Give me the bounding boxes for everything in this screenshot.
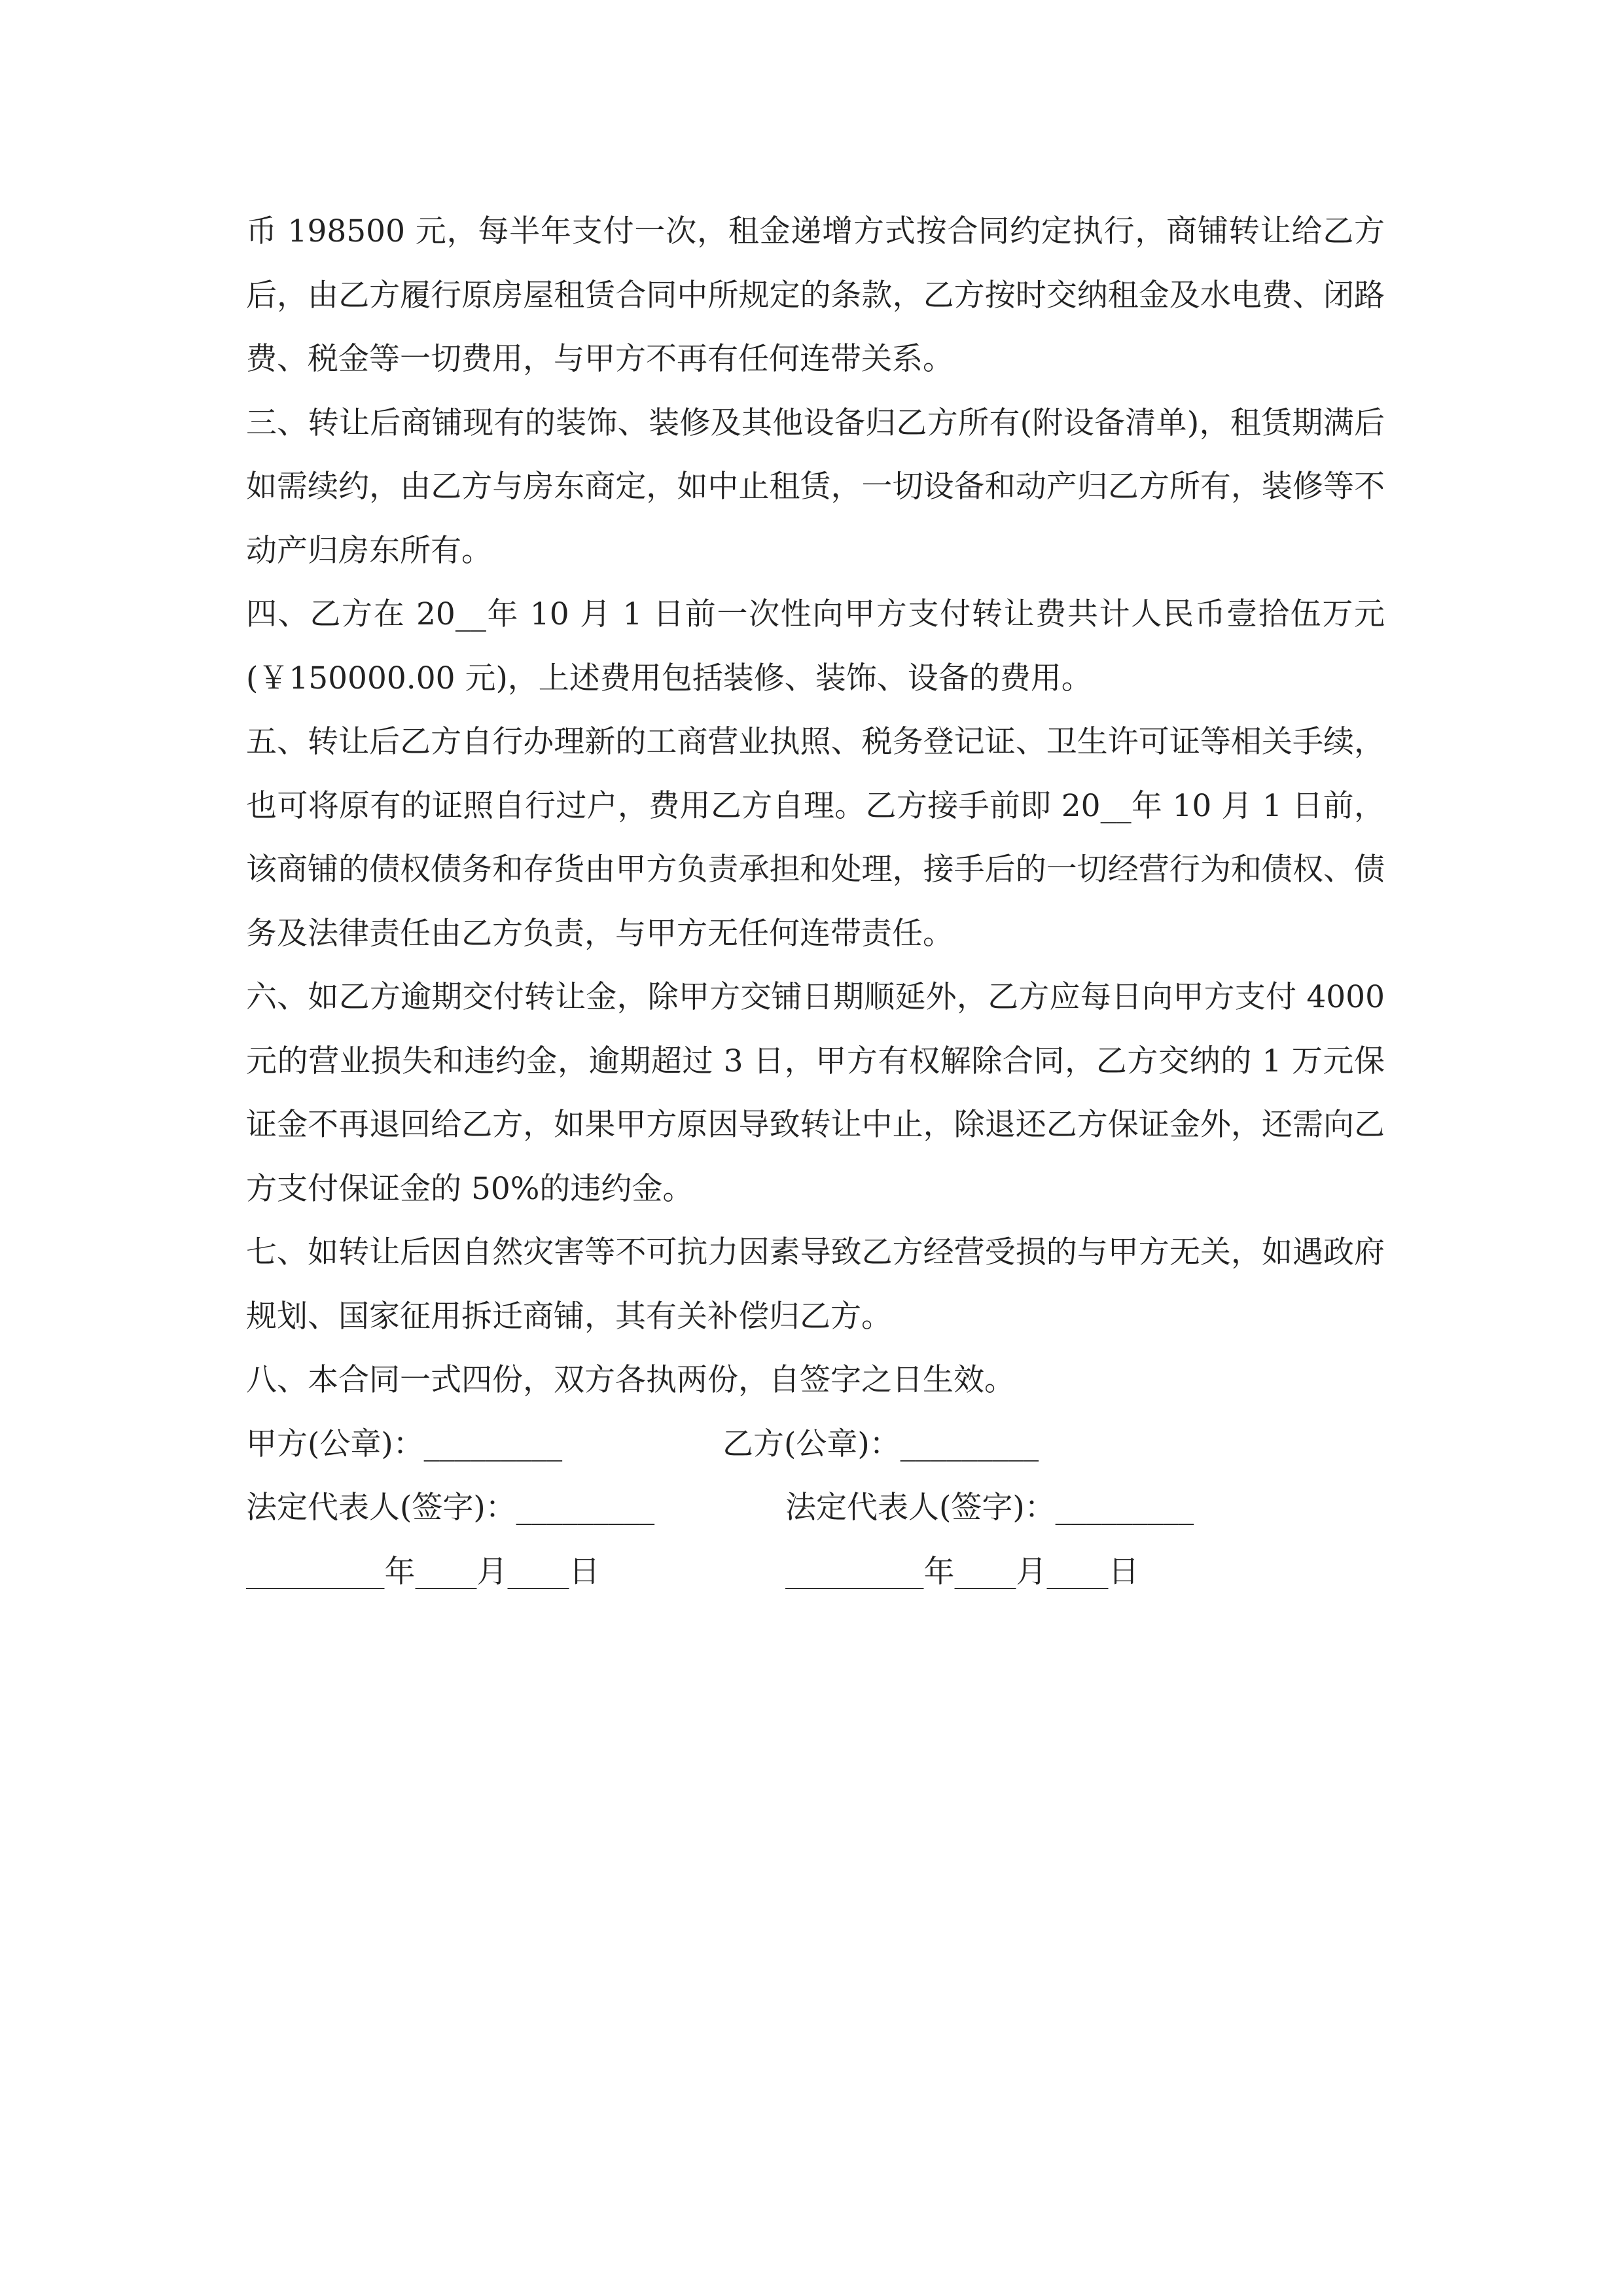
clause-eight-copies: 八、本合同一式四份，双方各执两份，自签字之日生效。 <box>246 1362 1015 1398</box>
clause-three-equipment: 三、转让后商铺现有的装饰、装修及其他设备归乙方所有(附设备清单)，租赁期满后如需续约，由乙方与房东商定，如中止租赁，一切设备和动产归乙方所有，装修等不动产归房东所有。 <box>246 404 1385 569</box>
contract-body <box>246 200 1385 1604</box>
party-a-date-line: _________年____月____日 <box>246 1553 600 1590</box>
clause-four-transfer-fee: 四、乙方在 20__年 10 月 1 日前一次性向甲方支付转让费共计人民币壹拾伍万元(￥150000.00 元)，上述费用包括装修、装饰、设备的费用。 <box>246 596 1385 696</box>
clause-five-licenses: 五、转让后乙方自行办理新的工商营业执照、税务登记证、卫生许可证等相关手续，也可将原有的证照自行过户，费用乙方自理。乙方接手前即 20__年 10 月 1 日前，该商铺的债权债务和存货由甲方负责承担和处理，接手后的一切经营行为和债权、债务及法律责任由乙方负责，与甲方无任何连带责任。 <box>246 724 1385 952</box>
signature-rep-row <box>246 1476 1385 1540</box>
party-a-rep-line: 法定代表人(签字)：_________ <box>246 1490 655 1526</box>
party-b-seal-line: 乙方(公章)：_________ <box>722 1426 1039 1462</box>
party-b-date-line: _________年____月____日 <box>785 1553 1139 1590</box>
clause-six-penalty: 六、如乙方逾期交付转让金，除甲方交铺日期顺延外，乙方应每日向甲方支付 4000 元的营业损失和违约金，逾期超过 3 日，甲方有权解除合同，乙方交纳的 1 万元保证金不再退回给乙方，如果甲方原因导致转让中止，除退还乙方保证金外，还需向乙方支付保证金的 50%的违约金。 <box>246 979 1385 1207</box>
signature-seal-row <box>246 1412 1385 1477</box>
clause-seven-force-majeure: 七、如转让后因自然灾害等不可抗力因素导致乙方经营受损的与甲方无关，如遇政府规划、国家征用拆迁商铺，其有关补偿归乙方。 <box>246 1234 1385 1335</box>
signature-date-row <box>246 1540 1385 1604</box>
party-b-rep-line: 法定代表人(签字)：_________ <box>785 1490 1194 1526</box>
clause-rent-payment: 币 198500 元，每半年支付一次，租金递增方式按合同约定执行，商铺转让给乙方后，由乙方履行原房屋租赁合同中所规定的条款，乙方按时交纳租金及水电费、闭路费、税金等一切费用，与甲方不再有任何连带关系。 <box>246 213 1385 377</box>
party-a-seal-line: 甲方(公章)：_________ <box>246 1426 563 1462</box>
